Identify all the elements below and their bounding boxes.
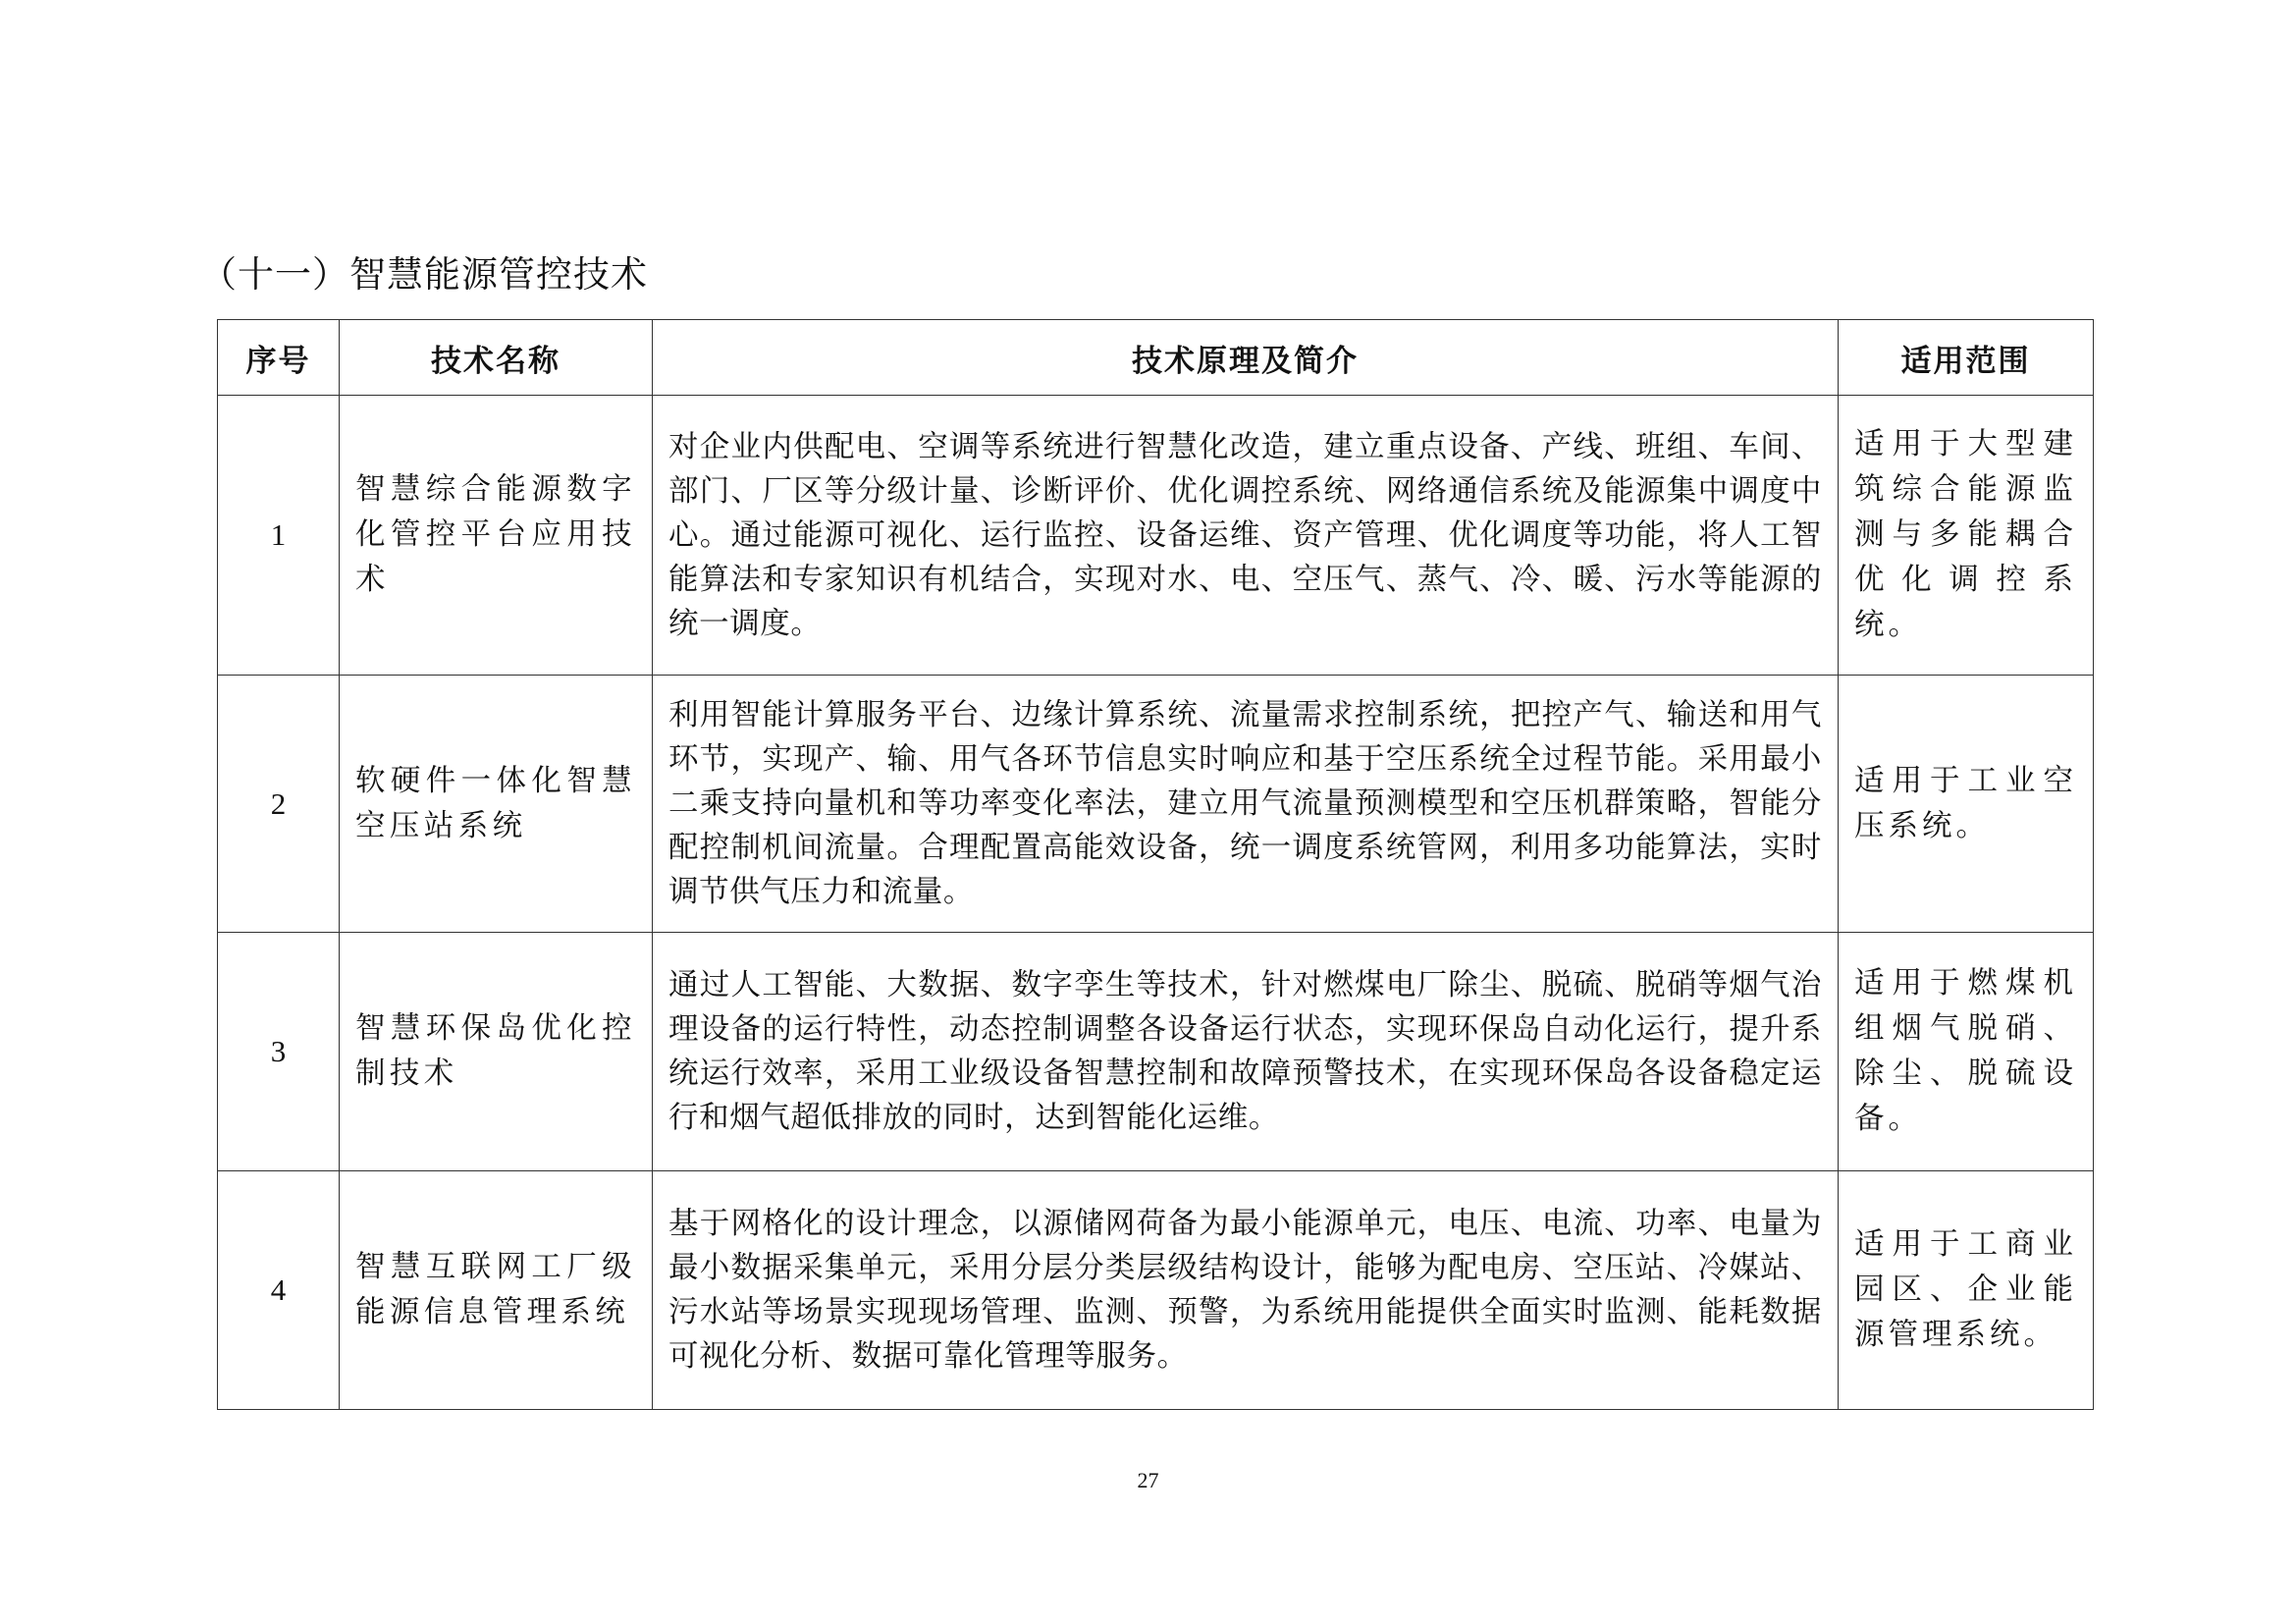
header-no: 序号 (218, 320, 340, 396)
table-row (218, 676, 2094, 933)
row-number: 1 (218, 396, 340, 676)
row-number: 3 (218, 933, 340, 1171)
technology-description: 通过人工智能、大数据、数字孪生等技术，针对燃煤电厂除尘、脱硫、脱硝等烟气治理设备的运行特性，动态控制调整各设备运行状态，实现环保岛自动化运行，提升系统运行效率，采用工业级设备智慧控制和故障预警技术，在实现环保岛各设备稳定运行和烟气超低排放的同时，达到智能化运维。 (653, 933, 1839, 1171)
header-name: 技术名称 (340, 320, 653, 396)
row-number: 2 (218, 676, 340, 933)
technology-name: 智慧环保岛优化控制技术 (340, 933, 653, 1171)
technology-name: 智慧综合能源数字化管控平台应用技术 (340, 396, 653, 676)
table-row (218, 933, 2094, 1171)
header-desc: 技术原理及简介 (653, 320, 1839, 396)
application-scope: 适用于燃煤机组烟气脱硝、除尘、脱硫设备。 (1839, 933, 2094, 1171)
table-row (218, 1171, 2094, 1410)
application-scope: 适用于大型建筑综合能源监测与多能耦合优化调控系统。 (1839, 396, 2094, 676)
technology-description: 利用智能计算服务平台、边缘计算系统、流量需求控制系统，把控产气、输送和用气环节，实现产、输、用气各环节信息实时响应和基于空压系统全过程节能。采用最小二乘支持向量机和等功率变化率法，建立用气流量预测模型和空压机群策略，智能分配控制机间流量。合理配置高能效设备，统一调度系统管网，利用多功能算法，实时调节供气压力和流量。 (653, 676, 1839, 933)
technology-description: 基于网格化的设计理念，以源储网荷备为最小能源单元，电压、电流、功率、电量为最小数据采集单元，采用分层分类层级结构设计，能够为配电房、空压站、冷媒站、污水站等场景实现现场管理、监测、预警，为系统用能提供全面实时监测、能耗数据可视化分析、数据可靠化管理等服务。 (653, 1171, 1839, 1410)
table-row (218, 396, 2094, 676)
technology-table (217, 319, 2094, 1410)
application-scope: 适用于工商业园区、企业能源管理系统。 (1839, 1171, 2094, 1410)
technology-description: 对企业内供配电、空调等系统进行智慧化改造，建立重点设备、产线、班组、车间、部门、厂区等分级计量、诊断评价、优化调控系统、网络通信系统及能源集中调度中心。通过能源可视化、运行监控、设备运维、资产管理、优化调度等功能，将人工智能算法和专家知识有机结合，实现对水、电、空压气、蒸气、冷、暖、污水等能源的统一调度。 (653, 396, 1839, 676)
technology-name: 软硬件一体化智慧空压站系统 (340, 676, 653, 933)
header-scope: 适用范围 (1839, 320, 2094, 396)
row-number: 4 (218, 1171, 340, 1410)
page-number: 27 (1137, 1468, 1159, 1492)
table-header-row (218, 320, 2094, 396)
section-title: （十一）智慧能源管控技术 (200, 253, 648, 296)
technology-name: 智慧互联网工厂级能源信息管理系统 (340, 1171, 653, 1410)
application-scope: 适用于工业空压系统。 (1839, 676, 2094, 933)
